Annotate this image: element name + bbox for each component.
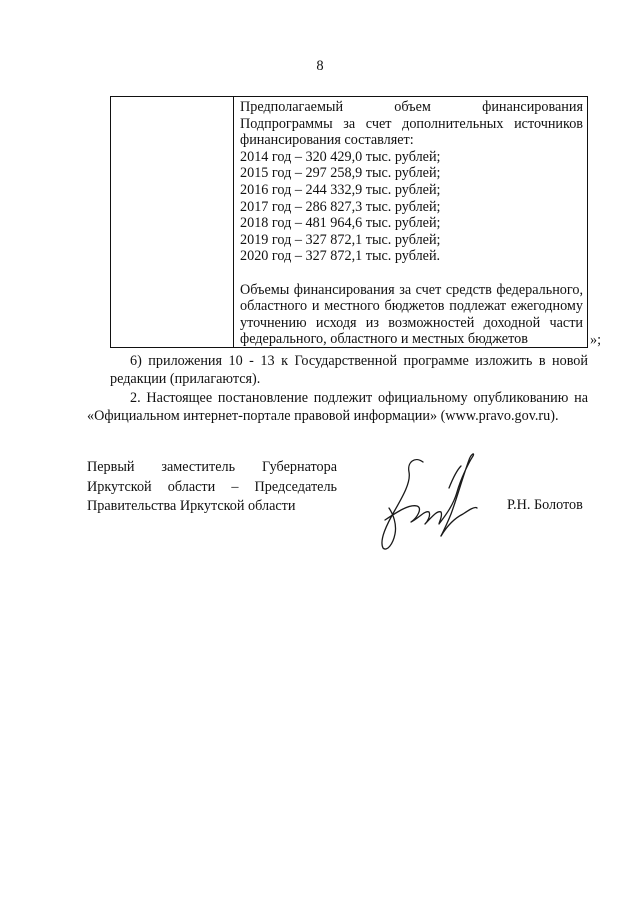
budget-line: Объемы финансирования за счет средств федерального, — [240, 281, 583, 298]
signer-name: Р.Н. Болотов — [507, 497, 583, 513]
item-2-paragraph — [87, 389, 588, 425]
table-line: финансирования составляет: — [240, 132, 414, 149]
paragraph-line: 2. Настоящее постановление подлежит официальному опубликованию на — [130, 390, 588, 406]
paragraph-line: 6) приложения 10 - 13 к Государственной программе изложить в новой — [130, 353, 588, 369]
budget-line: уточнению исходя из возможностей доходной части — [240, 314, 583, 331]
table-line: Предполагаемый объем финансирования — [240, 99, 583, 115]
year-amount-line: 2019 год – 327 872,1 тыс. рублей; — [240, 231, 441, 248]
year-amount-line: 2014 год – 320 429,0 тыс. рублей; — [240, 148, 441, 165]
year-amount-line: 2017 год – 286 827,3 тыс. рублей; — [240, 198, 441, 215]
budget-line: областного и местного бюджетов подлежат ежегодному — [240, 298, 583, 315]
handwritten-signature — [365, 448, 490, 553]
year-amount-line: 2016 год – 244 332,9 тыс. рублей; — [240, 181, 441, 198]
paragraph-line: «Официальном интернет-портале правовой информации» (www.pravo.gov.ru). — [87, 408, 559, 424]
paragraph-line: редакции (прилагаются). — [110, 371, 261, 387]
closing-quote: »; — [590, 332, 602, 348]
signatory-title-line: Первый заместитель Губернатора — [87, 459, 337, 475]
table-content-cell — [234, 97, 587, 348]
page-number: 8 — [316, 58, 324, 74]
table-empty-cell — [111, 97, 234, 347]
financing-table — [110, 96, 588, 348]
budget-line: федерального, областного и местных бюджетов — [240, 331, 528, 348]
signatory-title-line: Иркутской области – Председатель — [87, 478, 337, 495]
year-amount-line: 2015 год – 297 258,9 тыс. рублей; — [240, 165, 441, 182]
signatory-title — [87, 458, 337, 517]
table-line: Подпрограммы за счет дополнительных источников — [240, 115, 583, 132]
year-amount-line: 2018 год – 481 964,6 тыс. рублей; — [240, 215, 441, 232]
year-amount-line: 2020 год – 327 872,1 тыс. рублей. — [240, 248, 441, 265]
item-6-paragraph — [110, 352, 588, 388]
signatory-title-line: Правительства Иркутской области — [87, 498, 296, 514]
table-spacer — [240, 265, 583, 282]
